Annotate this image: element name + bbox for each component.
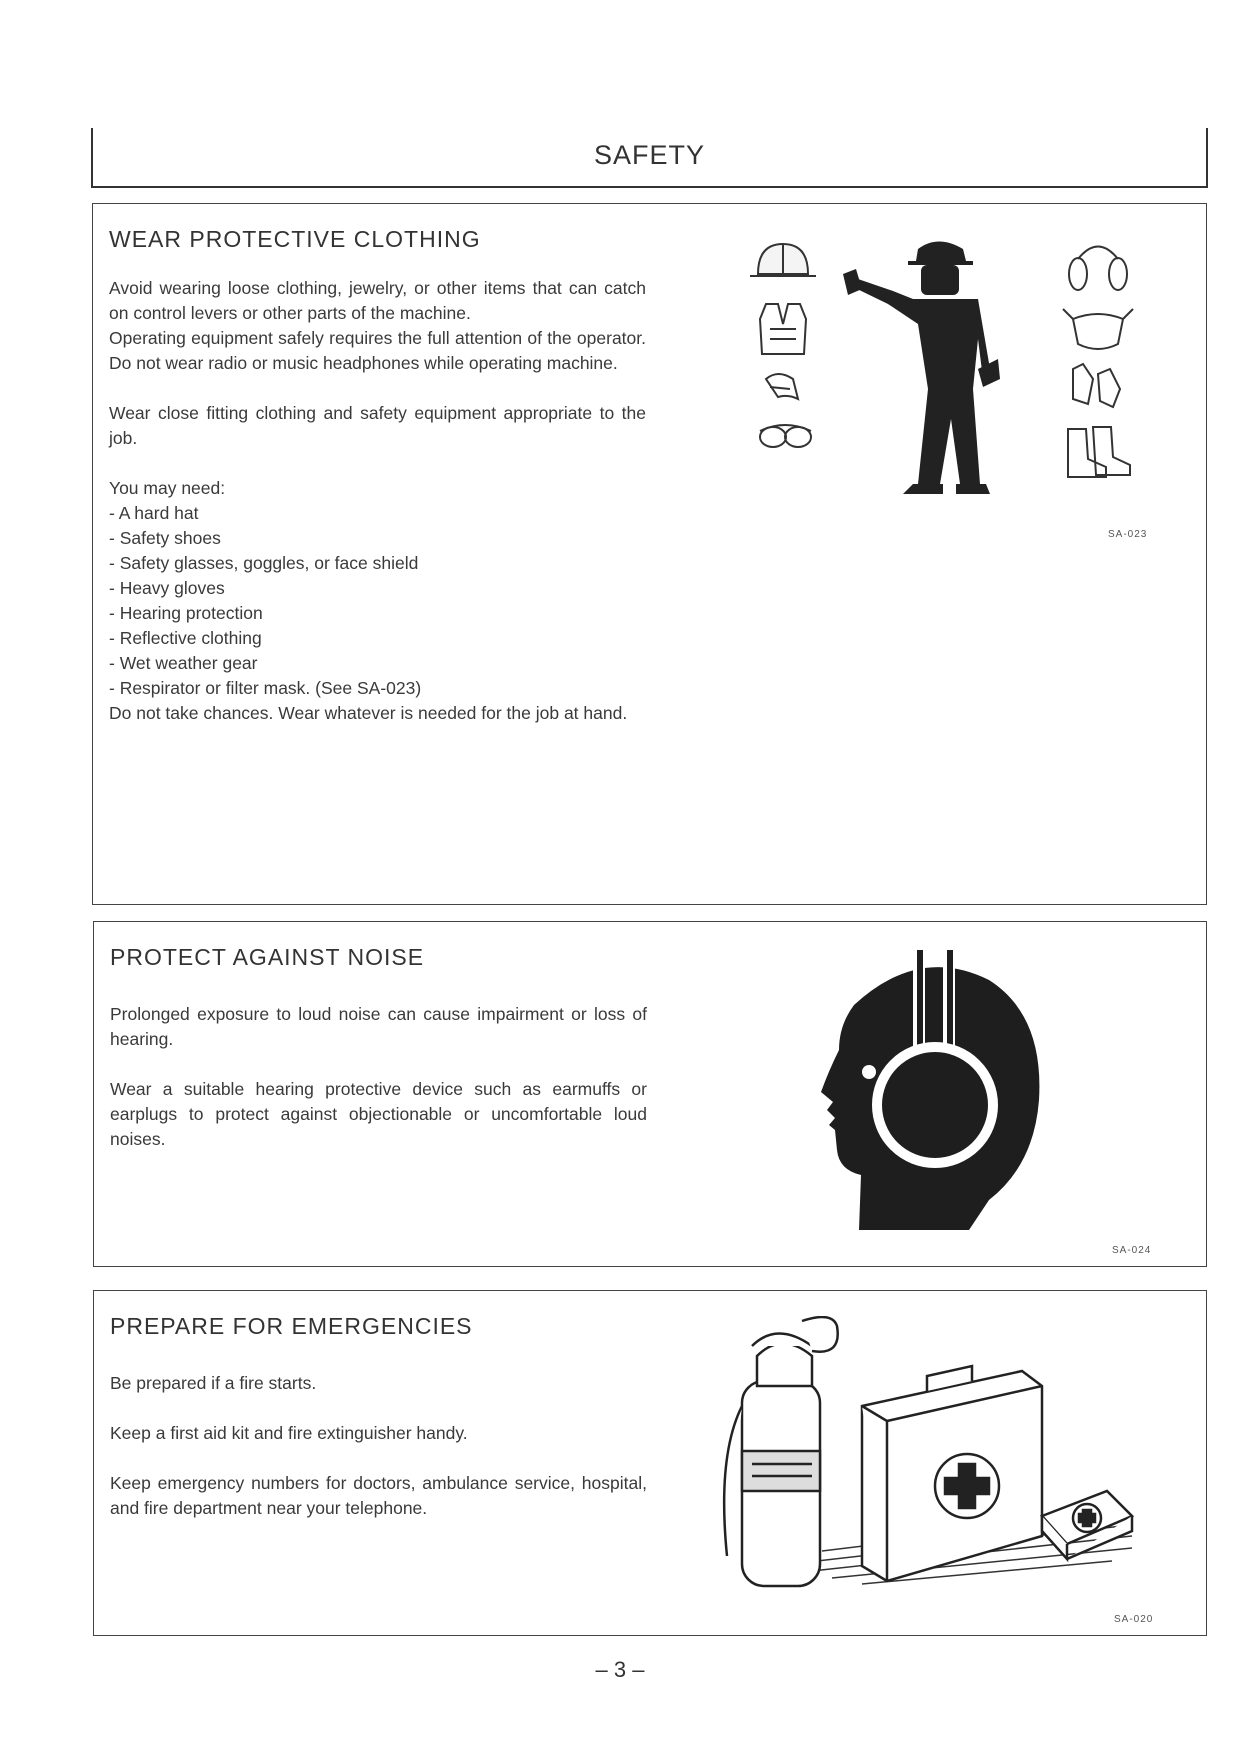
- worker-silhouette-icon: [843, 242, 1000, 495]
- section-wear-protective-clothing: [92, 203, 1207, 905]
- list-item: - Safety shoes: [109, 528, 221, 548]
- section-title: WEAR PROTECTIVE CLOTHING: [109, 226, 481, 252]
- list-item: - Hearing protection: [109, 603, 263, 623]
- list-item: - Wet weather gear: [109, 653, 258, 673]
- paragraph: Avoid wearing loose clothing, jewelry, or other items that can catch on control levers or other parts of the machine.: [109, 278, 646, 323]
- list-item: - Respirator or filter mask. (See SA-023): [109, 678, 422, 698]
- section-protect-against-noise: [93, 921, 1207, 1267]
- list-item: - Reflective clothing: [109, 628, 262, 648]
- section-prepare-for-emergencies: [93, 1290, 1207, 1636]
- paragraph: Keep a first aid kit and fire extinguisher handy.: [110, 1423, 468, 1443]
- list-item: - A hard hat: [109, 503, 199, 523]
- boots-icon: [1068, 427, 1130, 477]
- page-number: – 3 –: [595, 1657, 645, 1682]
- ear-muffs-icon: [1069, 247, 1127, 291]
- figure-code: SA-020: [1114, 1614, 1154, 1625]
- page-header: [91, 128, 1208, 188]
- paragraph: Prolonged exposure to loud noise can cause impairment or loss of hearing.: [110, 1004, 647, 1049]
- fire-extinguisher-icon: [724, 1317, 838, 1586]
- paragraph: Keep emergency numbers for doctors, ambulance service, hospital, and fire department near your telephone.: [110, 1473, 647, 1518]
- hard-hat-icon: [750, 244, 816, 276]
- section-title: PROTECT AGAINST NOISE: [110, 944, 425, 970]
- figure-code: SA-023: [1108, 529, 1148, 540]
- paragraph: Be prepared if a fire starts.: [110, 1373, 317, 1393]
- paragraph: Wear close fitting clothing and safety equipment appropriate to the job.: [109, 403, 646, 448]
- paragraph: You may need:: [109, 478, 226, 498]
- section-body: [110, 1371, 647, 1521]
- section-body: [110, 1002, 647, 1152]
- list-item: - Safety glasses, goggles, or face shield: [109, 553, 419, 573]
- paragraph: Operating equipment safely requires the full attention of the operator. Do not wear radio or music headphones while operating machine.: [109, 328, 646, 373]
- page-title: SAFETY: [593, 140, 706, 170]
- list-item: - Heavy gloves: [109, 578, 225, 598]
- face-mask-icon: [1063, 309, 1133, 349]
- protective-clothing-illustration: [728, 229, 1148, 529]
- safety-vest-icon: [760, 304, 806, 354]
- goggles-icon: [760, 425, 811, 447]
- head-with-headphones-icon: [821, 950, 1039, 1230]
- hearing-protection-illustration: [799, 950, 1079, 1240]
- section-body: [109, 276, 646, 726]
- emergency-equipment-illustration: [712, 1316, 1152, 1611]
- section-title: PREPARE FOR EMERGENCIES: [110, 1313, 473, 1339]
- paragraph: Wear a suitable hearing protective device such as earmuffs or earplugs to protect against objectionable or uncomfortable loud noises.: [110, 1079, 647, 1149]
- earplugs-icon: [766, 374, 798, 399]
- paragraph: Do not take chances. Wear whatever is needed for the job at hand.: [109, 703, 628, 723]
- gloves-icon: [1073, 364, 1120, 407]
- figure-code: SA-024: [1112, 1245, 1152, 1256]
